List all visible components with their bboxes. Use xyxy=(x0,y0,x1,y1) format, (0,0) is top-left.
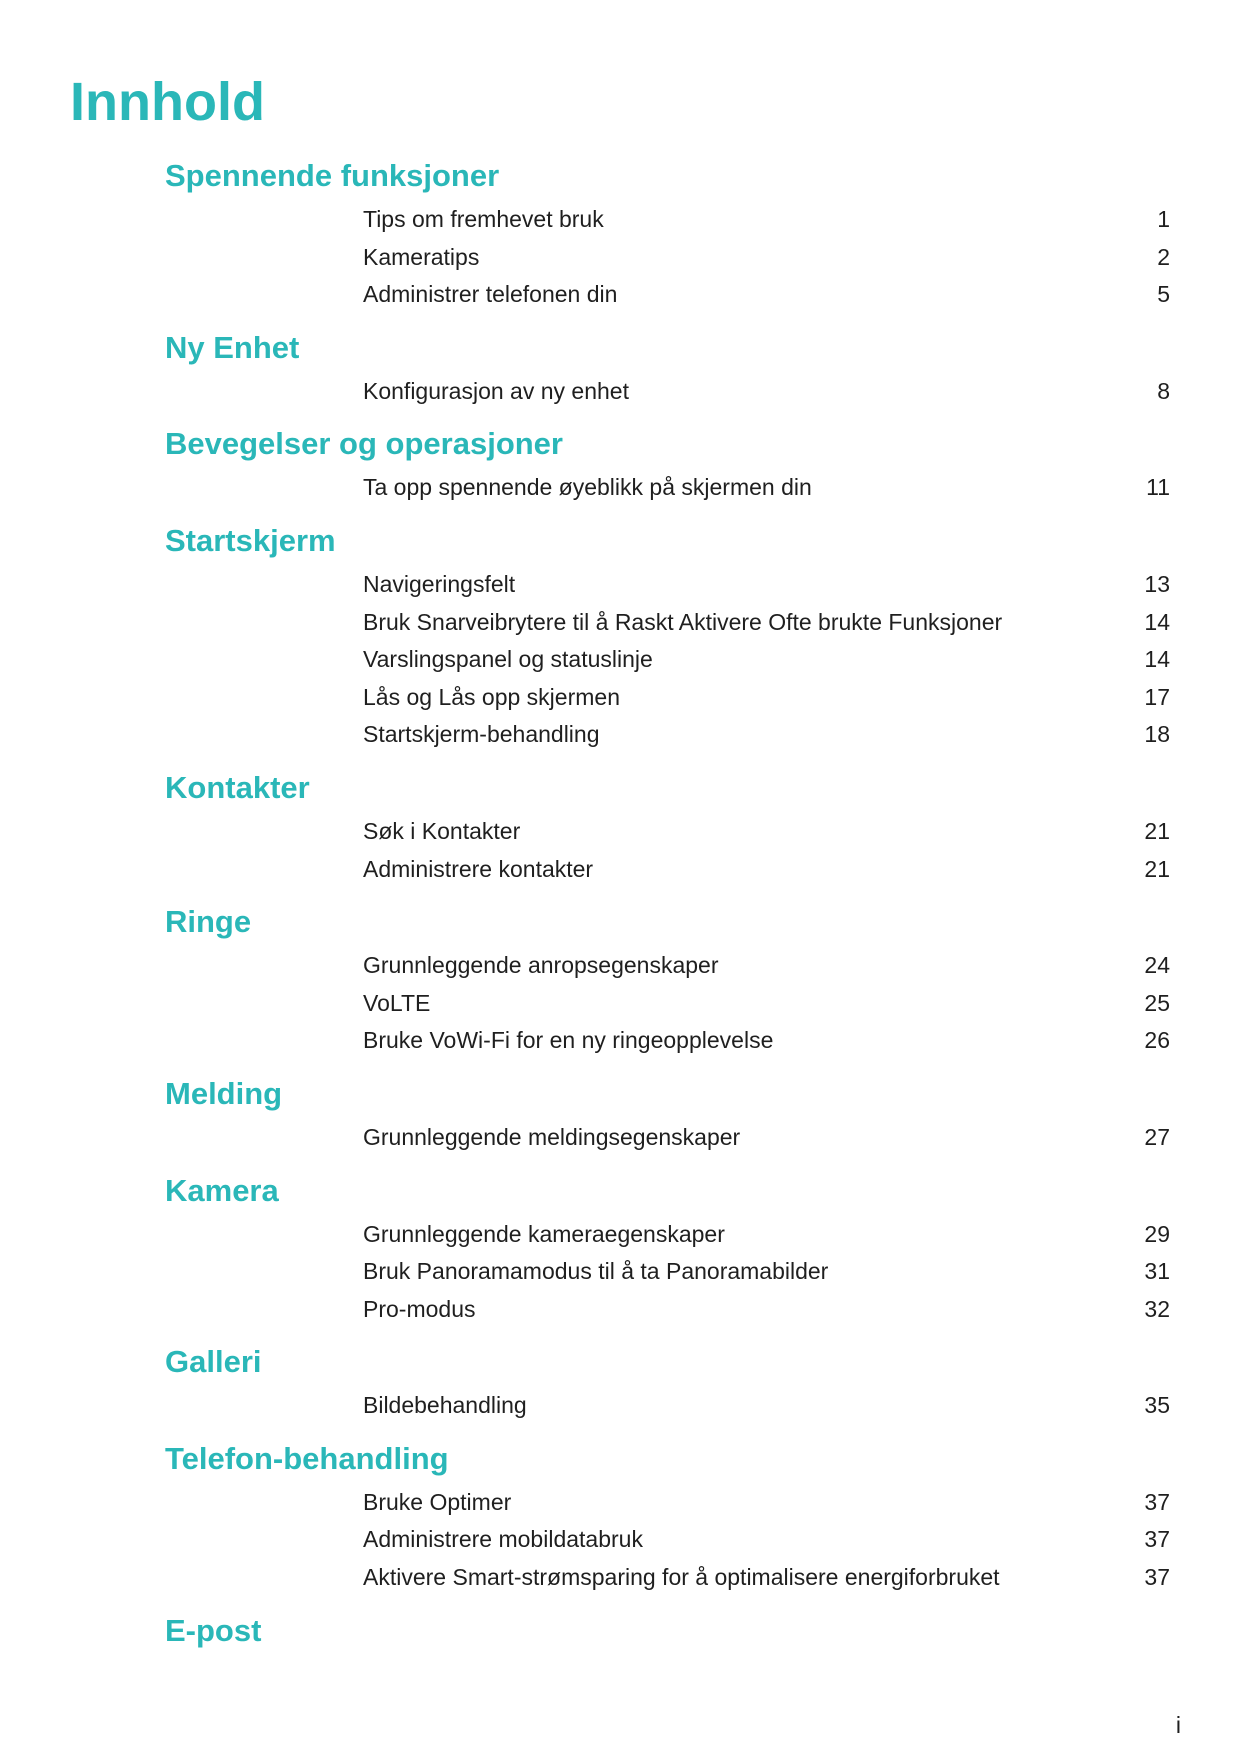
toc-section xyxy=(165,1341,1170,1438)
toc-entry[interactable] xyxy=(165,1387,1170,1425)
toc-entry[interactable] xyxy=(165,1119,1170,1157)
toc-entry-page-number: 1 xyxy=(1157,206,1170,232)
toc-entry-page-number: 27 xyxy=(1144,1123,1170,1150)
toc-entry-label: Tips om fremhevet bruk xyxy=(363,206,604,232)
toc-entry[interactable] xyxy=(165,947,1170,985)
toc-entry-page-number: 25 xyxy=(1144,989,1170,1016)
toc-section xyxy=(165,1610,1170,1669)
toc-entry[interactable] xyxy=(165,239,1170,277)
toc-entry[interactable] xyxy=(165,566,1170,604)
toc-section-title[interactable]: Galleri xyxy=(165,1344,262,1380)
toc-entry[interactable] xyxy=(165,604,1170,642)
toc-entry[interactable] xyxy=(165,851,1170,889)
toc-section-title[interactable]: Bevegelser og operasjoner xyxy=(165,426,563,462)
toc-section-title[interactable]: Telefon-behandling xyxy=(165,1440,449,1476)
toc-entry[interactable] xyxy=(165,1022,1170,1060)
toc-entry-page-number: 21 xyxy=(1144,817,1170,844)
toc-section xyxy=(165,423,1170,520)
toc-entry-page-number: 31 xyxy=(1144,1258,1170,1285)
toc-section-title[interactable]: Melding xyxy=(165,1075,283,1111)
toc-entry[interactable] xyxy=(165,813,1170,851)
toc-entry-label: Bruke VoWi-Fi for en ny ringeopplevelse xyxy=(363,1027,774,1054)
toc-entry[interactable] xyxy=(165,1253,1170,1291)
toc-entry-label: Grunnleggende kameraegenskaper xyxy=(363,1220,725,1247)
toc-entry-page-number: 26 xyxy=(1144,1027,1170,1054)
toc-entry[interactable] xyxy=(165,276,1170,314)
toc-entry[interactable] xyxy=(165,716,1170,754)
toc-entry-page-number: 14 xyxy=(1144,646,1170,673)
toc-entry[interactable] xyxy=(165,201,1170,239)
toc-entry-page-number: 14 xyxy=(1144,608,1170,635)
toc-entry-label: Grunnleggende meldingsegenskaper xyxy=(363,1123,741,1150)
toc-entry-label: Konfigurasjon av ny enhet xyxy=(363,377,629,404)
toc-entry[interactable] xyxy=(165,1291,1170,1329)
toc-entry-label: Grunnleggende anropsegenskaper xyxy=(363,952,719,979)
toc-entry-label: Lås og Lås opp skjermen xyxy=(363,683,620,710)
toc-section xyxy=(165,767,1170,901)
toc-entry-label: VoLTE xyxy=(363,989,431,1016)
toc-entry-page-number: 8 xyxy=(1157,377,1170,404)
toc-entry-label: Søk i Kontakter xyxy=(363,817,521,844)
toc-entry-page-number: 21 xyxy=(1144,855,1170,882)
toc-section xyxy=(165,155,1170,327)
toc-entry-label: Administrer telefonen din xyxy=(363,281,618,308)
toc-entry-page-number: 37 xyxy=(1144,1526,1170,1553)
toc-entry-page-number: 18 xyxy=(1144,721,1170,748)
toc-section xyxy=(165,901,1170,1073)
toc-section-title[interactable]: Startskjerm xyxy=(165,522,336,558)
toc-entry[interactable] xyxy=(165,1216,1170,1254)
toc-entry-page-number: 24 xyxy=(1144,952,1170,979)
toc-entry-page-number: 11 xyxy=(1146,474,1170,501)
toc-entry-page-number: 35 xyxy=(1144,1392,1170,1419)
toc-entry-page-number: 5 xyxy=(1157,281,1170,308)
toc-section xyxy=(165,520,1170,767)
table-of-contents xyxy=(165,155,1170,1669)
toc-section xyxy=(165,1170,1170,1342)
toc-entry-label: Bruk Panoramamodus til å ta Panoramabilder xyxy=(363,1258,829,1285)
toc-entry-page-number: 32 xyxy=(1144,1295,1170,1322)
toc-section-title[interactable]: Spennende funksjoner xyxy=(165,158,500,193)
page-number: i xyxy=(1175,1712,1181,1738)
toc-section-title[interactable]: Kamera xyxy=(165,1172,279,1208)
toc-entry[interactable] xyxy=(165,1484,1170,1522)
page-title: Innhold xyxy=(70,72,265,132)
toc-entry-label: Bruk Snarveibrytere til å Raskt Aktivere Ofte brukte Funksjoner xyxy=(363,608,1003,635)
toc-section-title[interactable]: Ny Enhet xyxy=(165,329,300,365)
toc-section-title[interactable]: E-post xyxy=(165,1612,262,1648)
toc-entry[interactable] xyxy=(165,641,1170,679)
toc-entry[interactable] xyxy=(165,1521,1170,1559)
toc-section xyxy=(165,1438,1170,1610)
toc-entry[interactable] xyxy=(165,985,1170,1023)
toc-entry[interactable] xyxy=(165,679,1170,717)
toc-section xyxy=(165,1073,1170,1170)
toc-entry-page-number: 37 xyxy=(1144,1564,1170,1591)
toc-entry-label: Varslingspanel og statuslinje xyxy=(363,646,653,673)
toc-entry-page-number: 29 xyxy=(1144,1220,1170,1247)
toc-entry-label: Aktivere Smart-strømsparing for å optimalisere energiforbruket xyxy=(363,1564,1000,1591)
toc-entry-label: Startskjerm-behandling xyxy=(363,721,600,748)
toc-entry-page-number: 37 xyxy=(1144,1488,1170,1515)
toc-section-title[interactable]: Kontakter xyxy=(165,769,310,805)
toc-entry[interactable] xyxy=(165,1559,1170,1597)
toc-section xyxy=(165,327,1170,424)
toc-section-title[interactable]: Ringe xyxy=(165,904,252,940)
toc-entry-page-number: 17 xyxy=(1144,683,1170,710)
toc-entry-label: Kameratips xyxy=(363,243,480,270)
toc-entry[interactable] xyxy=(165,373,1170,411)
toc-entry-label: Administrere kontakter xyxy=(363,855,594,882)
toc-entry-label: Administrere mobildatabruk xyxy=(363,1526,643,1553)
toc-entry[interactable] xyxy=(165,469,1170,507)
toc-entry-page-number: 2 xyxy=(1157,243,1170,270)
toc-entry-label: Pro-modus xyxy=(363,1295,476,1322)
toc-entry-label: Bildebehandling xyxy=(363,1392,527,1419)
toc-entry-label: Ta opp spennende øyeblikk på skjermen din xyxy=(363,474,812,501)
toc-entry-page-number: 13 xyxy=(1144,570,1170,597)
toc-entry-label: Bruke Optimer xyxy=(363,1488,512,1515)
toc-entry-label: Navigeringsfelt xyxy=(363,570,516,597)
